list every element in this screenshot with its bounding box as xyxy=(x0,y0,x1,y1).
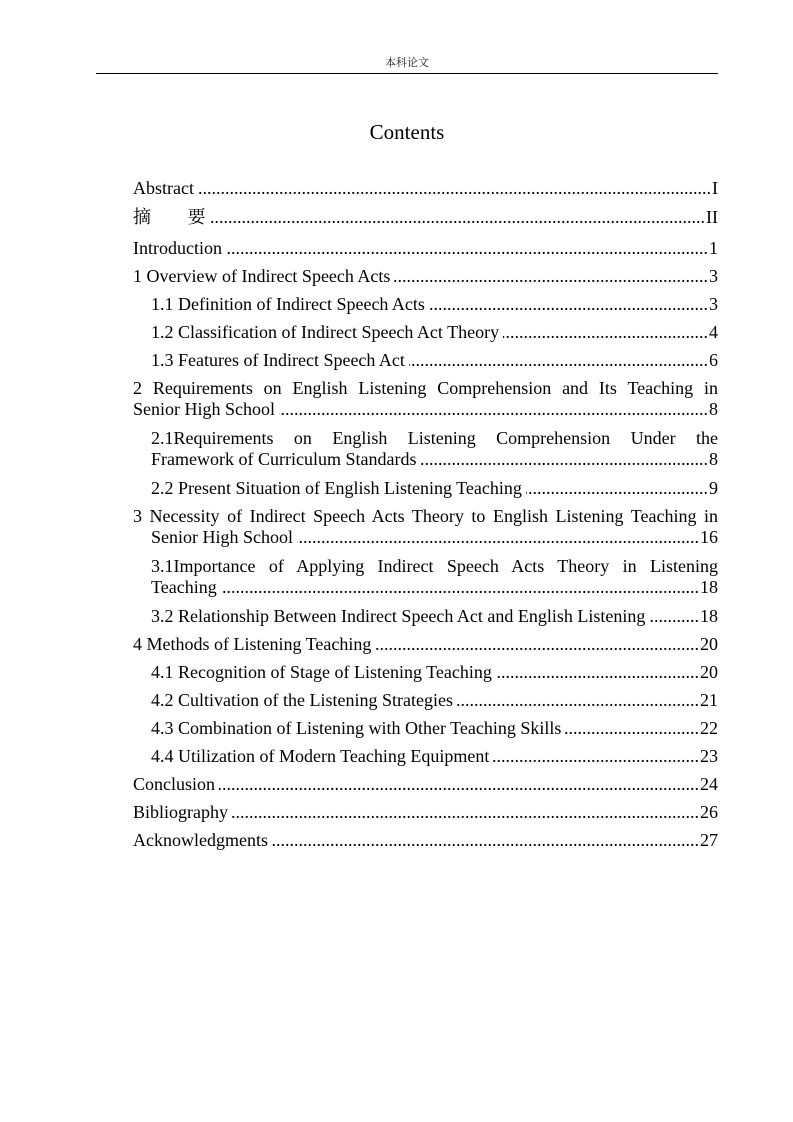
toc-entry-title: 摘 要 xyxy=(133,207,206,227)
running-header: 本科论文 xyxy=(385,57,429,69)
toc-entry-title: Conclusion xyxy=(133,774,216,794)
toc-entry-title: 4 Methods of Listening Teaching xyxy=(133,634,372,654)
toc-entry-abstract xyxy=(133,178,718,199)
toc-entry-chapter-4 xyxy=(133,634,718,655)
dot-leader xyxy=(496,662,699,683)
dot-leader xyxy=(297,527,699,548)
toc-entry-section-3-2 xyxy=(133,606,718,627)
dot-leader xyxy=(279,399,708,420)
toc-page-number: 16 xyxy=(700,527,718,547)
toc-entry-title: 2.2 Present Situation of English Listening Teaching xyxy=(151,478,522,498)
toc-entry-title-line-1: 2 Requirements on English Listening Comprehension and Its Teaching in xyxy=(133,378,718,398)
toc-entry-chapter-1 xyxy=(133,266,718,287)
page-title: Contents xyxy=(369,120,445,144)
toc-entry-chinese-abstract xyxy=(133,207,718,228)
toc-entry-title-line-2: Senior High School xyxy=(151,527,293,547)
toc-page-number: II xyxy=(706,207,718,227)
toc-page-number: 18 xyxy=(700,606,718,626)
dot-leader xyxy=(226,238,708,259)
toc-page-number: 22 xyxy=(700,718,718,738)
toc-entry-title: 1.1 Definition of Indirect Speech Acts xyxy=(151,294,425,314)
toc-entry-section-4-2 xyxy=(133,690,718,711)
toc-entry-title-line-1: 3 Necessity of Indirect Speech Acts Theory to English Listening Teaching in xyxy=(133,506,718,526)
toc-page-number: 4 xyxy=(709,322,718,342)
toc-page-number: 24 xyxy=(700,774,718,794)
toc-page-number: 27 xyxy=(700,830,718,850)
toc-entry-section-4-3 xyxy=(133,718,718,739)
toc-entry-chapter-2 xyxy=(133,378,718,420)
toc-entry-section-1-2 xyxy=(133,322,718,343)
header-rule xyxy=(96,73,718,74)
toc-page-number: 3 xyxy=(709,266,718,286)
toc-page-number: 8 xyxy=(709,449,718,469)
dot-leader xyxy=(272,830,699,851)
dot-leader xyxy=(221,577,699,598)
toc-entry-introduction xyxy=(133,238,718,259)
toc-entry-chapter-3 xyxy=(133,506,718,548)
toc-page-number: 3 xyxy=(709,294,718,314)
toc-entry-conclusion xyxy=(133,774,718,795)
toc-entry-title: 4.4 Utilization of Modern Teaching Equipment xyxy=(151,746,490,766)
dot-leader xyxy=(565,718,699,739)
toc-entry-title: 4.2 Cultivation of the Listening Strategies xyxy=(151,690,453,710)
toc-entry-section-3-1 xyxy=(133,556,718,598)
toc-entry-section-4-4 xyxy=(133,746,718,767)
toc-page-number: I xyxy=(712,178,718,198)
toc-entry-title: Acknowledgments xyxy=(133,830,268,850)
dot-leader xyxy=(409,350,708,371)
toc-entry-section-2-2 xyxy=(133,478,718,499)
dot-leader xyxy=(526,478,708,499)
dot-leader xyxy=(429,294,708,315)
dot-leader xyxy=(503,322,708,343)
toc-entry-title: 1.2 Classification of Indirect Speech Act Theory xyxy=(151,322,500,342)
dot-leader xyxy=(457,690,699,711)
toc-entry-section-4-1 xyxy=(133,662,718,683)
toc-entry-acknowledgments xyxy=(133,830,718,851)
toc-entry-title: 4.3 Combination of Listening with Other Teaching Skills xyxy=(151,718,562,738)
dot-leader xyxy=(375,634,699,655)
toc-entry-title-line-1: 2.1Requirements on English Listening Comprehension Under the xyxy=(151,428,718,448)
toc-entry-title: 3.2 Relationship Between Indirect Speech Act and English Listening xyxy=(151,606,646,626)
dot-leader xyxy=(493,746,699,767)
toc-page-number: 6 xyxy=(709,350,718,370)
toc-page-number: 8 xyxy=(709,399,718,419)
toc-page-number: 21 xyxy=(700,690,718,710)
table-of-contents xyxy=(133,178,718,858)
toc-page-number: 23 xyxy=(700,746,718,766)
toc-entry-section-1-3 xyxy=(133,350,718,371)
toc-entry-title: Bibliography xyxy=(133,802,228,822)
toc-entry-bibliography xyxy=(133,802,718,823)
dot-leader xyxy=(649,606,699,627)
dot-leader xyxy=(198,178,711,199)
toc-entry-title-line-2: Teaching xyxy=(151,577,217,597)
toc-entry-title-line-2: Framework of Curriculum Standards xyxy=(151,449,417,469)
dot-leader xyxy=(219,774,699,795)
toc-entry-title: 1 Overview of Indirect Speech Acts xyxy=(133,266,391,286)
toc-entry-title: Introduction xyxy=(133,238,222,258)
toc-page-number: 9 xyxy=(709,478,718,498)
toc-page-number: 1 xyxy=(709,238,718,258)
dot-leader xyxy=(210,207,706,228)
dot-leader xyxy=(232,802,699,823)
toc-entry-section-1-1 xyxy=(133,294,718,315)
toc-entry-title-line-2: Senior High School xyxy=(133,399,275,419)
toc-entry-title: 1.3 Features of Indirect Speech Act xyxy=(151,350,405,370)
toc-page-number: 18 xyxy=(700,577,718,597)
toc-entry-section-2-1 xyxy=(133,428,718,470)
toc-page-number: 20 xyxy=(700,662,718,682)
dot-leader xyxy=(394,266,708,287)
toc-entry-title: Abstract xyxy=(133,178,194,198)
toc-entry-title-line-1: 3.1Importance of Applying Indirect Speech Acts Theory in Listening xyxy=(151,556,718,576)
toc-page-number: 20 xyxy=(700,634,718,654)
toc-entry-title: 4.1 Recognition of Stage of Listening Teaching xyxy=(151,662,492,682)
dot-leader xyxy=(420,449,708,470)
toc-page-number: 26 xyxy=(700,802,718,822)
